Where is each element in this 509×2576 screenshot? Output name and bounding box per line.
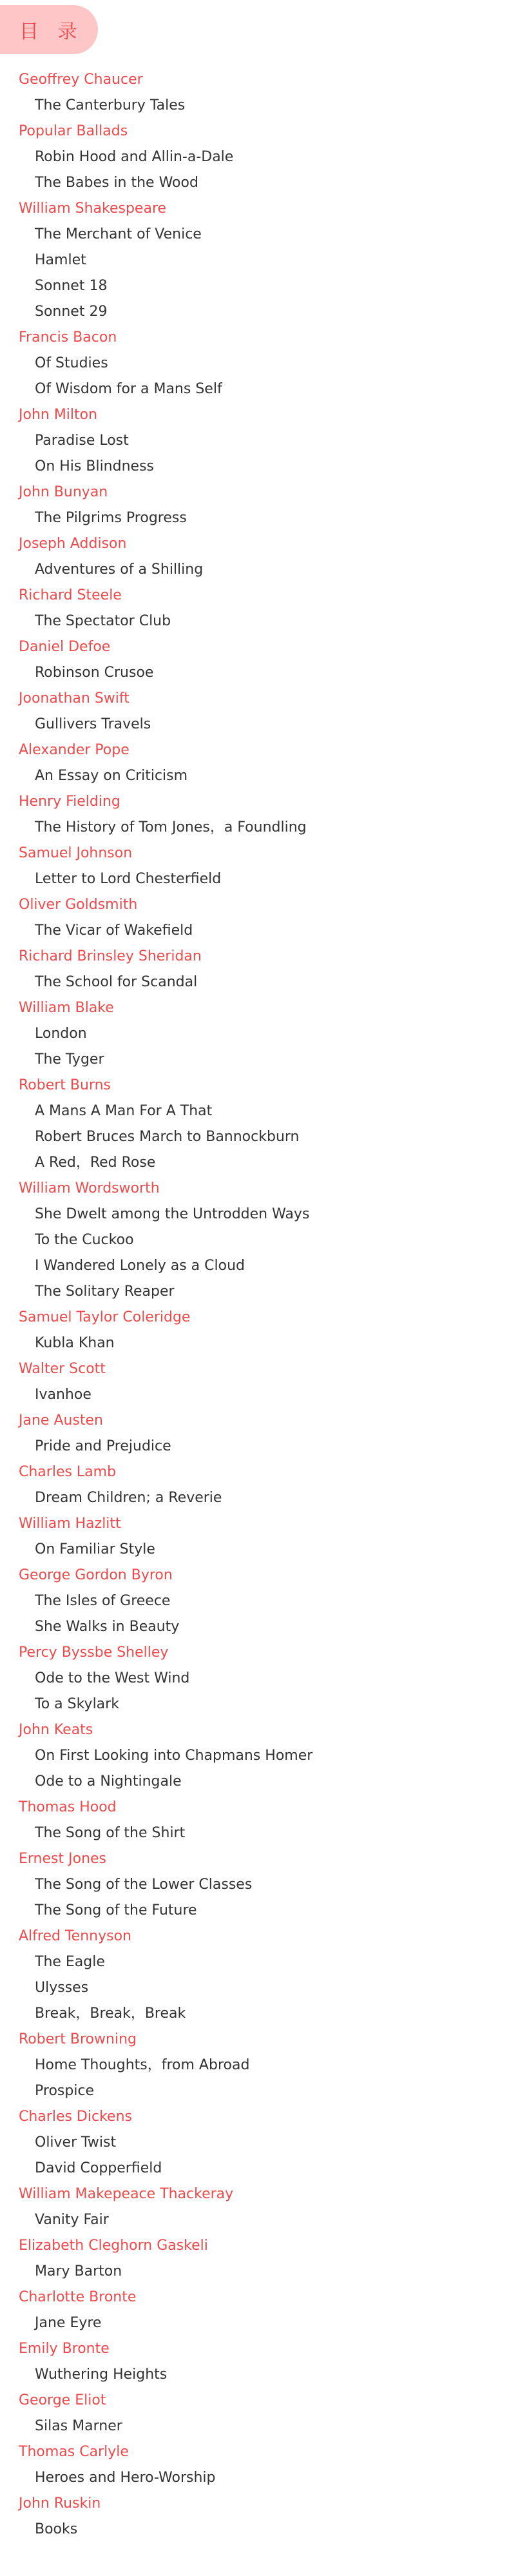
toc-author-link[interactable]: Geoffrey Chaucer bbox=[19, 72, 143, 88]
toc-work-link[interactable]: Break，Break，Break bbox=[35, 2005, 186, 2022]
toc-work-link[interactable]: Robert Bruces March to Bannockburn bbox=[35, 1129, 300, 1145]
toc-work-link[interactable]: The Tyger bbox=[35, 1051, 104, 1068]
toc-work-link[interactable]: The Canterbury Tales bbox=[35, 97, 186, 113]
toc-author-link[interactable]: John Milton bbox=[19, 407, 98, 423]
toc-work-link[interactable]: Jane Eyre bbox=[35, 2315, 102, 2331]
toc-author-link[interactable]: Joseph Addison bbox=[19, 536, 127, 552]
toc-work-link[interactable]: Sonnet 18 bbox=[35, 278, 108, 294]
toc-work-link[interactable]: The Spectator Club bbox=[35, 613, 171, 629]
toc-work-link[interactable]: The Isles of Greece bbox=[35, 1593, 171, 1609]
toc-work-link[interactable]: Vanity Fair bbox=[35, 2212, 109, 2228]
toc-work-link[interactable]: The Solitary Reaper bbox=[35, 1283, 175, 1300]
toc-work-link[interactable]: Of Wisdom for a Mans Self bbox=[35, 381, 222, 397]
toc-work-link[interactable]: London bbox=[35, 1026, 87, 1042]
toc-author-link[interactable]: Samuel Taylor Coleridge bbox=[19, 1309, 191, 1325]
toc-author-link[interactable]: Walter Scott bbox=[19, 1361, 106, 1377]
toc-work-link[interactable]: Heroes and Hero-Worship bbox=[35, 2470, 216, 2486]
toc-author-link[interactable]: William Makepeace Thackeray bbox=[19, 2186, 234, 2202]
toc-work-link[interactable]: The Merchant of Venice bbox=[35, 226, 202, 242]
toc-author-link[interactable]: Thomas Carlyle bbox=[19, 2444, 129, 2460]
toc-author-link[interactable]: Oliver Goldsmith bbox=[19, 897, 138, 913]
toc-list bbox=[0, 67, 509, 2542]
toc-work-link[interactable]: Ode to the West Wind bbox=[35, 1670, 190, 1686]
toc-author-link[interactable]: Elizabeth Cleghorn Gaskeli bbox=[19, 2238, 208, 2254]
toc-author-link[interactable]: William Blake bbox=[19, 1000, 114, 1016]
toc-author-link[interactable]: Percy Byssbe Shelley bbox=[19, 1644, 169, 1661]
toc-work-link[interactable]: The Vicar of Wakefield bbox=[35, 922, 193, 939]
toc-author-link[interactable]: George Eliot bbox=[19, 2392, 106, 2408]
toc-work-link[interactable]: Pride and Prejudice bbox=[35, 1438, 171, 1454]
toc-work-link[interactable]: An Essay on Criticism bbox=[35, 768, 188, 784]
toc-author-link[interactable]: Alfred Tennyson bbox=[19, 1928, 131, 1944]
toc-work-link[interactable]: Gullivers Travels bbox=[35, 716, 151, 732]
toc-header bbox=[0, 5, 98, 54]
toc-work-link[interactable]: Sonnet 29 bbox=[35, 304, 108, 320]
toc-author-link[interactable]: Popular Ballads bbox=[19, 123, 128, 139]
toc-author-link[interactable]: Samuel Johnson bbox=[19, 845, 133, 861]
toc-work-link[interactable]: David Copperfield bbox=[35, 2160, 162, 2176]
toc-work-link[interactable]: On His Blindness bbox=[35, 458, 154, 474]
toc-author-link[interactable]: William Wordsworth bbox=[19, 1180, 160, 1196]
toc-author-link[interactable]: Daniel Defoe bbox=[19, 639, 111, 655]
toc-work-link[interactable]: Hamlet bbox=[35, 252, 86, 268]
toc-author-link[interactable]: Robert Burns bbox=[19, 1077, 111, 1093]
toc-author-link[interactable]: Thomas Hood bbox=[19, 1799, 117, 1815]
toc-author-link[interactable]: John Keats bbox=[19, 1722, 93, 1738]
toc-author-link[interactable]: Emily Bronte bbox=[19, 2341, 110, 2357]
toc-author-link[interactable]: William Shakespeare bbox=[19, 200, 167, 217]
toc-author-link[interactable]: Charles Lamb bbox=[19, 1464, 117, 1480]
toc-work-link[interactable]: Of Studies bbox=[35, 355, 108, 371]
toc-work-link[interactable]: On Familiar Style bbox=[35, 1541, 155, 1557]
toc-work-link[interactable]: Letter to Lord Chesterfield bbox=[35, 871, 222, 887]
toc-work-link[interactable]: Silas Marner bbox=[35, 2418, 122, 2434]
toc-work-link[interactable]: Ode to a Nightingale bbox=[35, 1773, 182, 1790]
toc-work-link[interactable]: The Babes in the Wood bbox=[35, 175, 198, 191]
toc-work-link[interactable]: The Pilgrims Progress bbox=[35, 510, 187, 526]
toc-author-link[interactable]: George Gordon Byron bbox=[19, 1567, 173, 1583]
toc-author-link[interactable]: John Ruskin bbox=[19, 2495, 101, 2512]
toc-author-link[interactable]: Charlotte Bronte bbox=[19, 2289, 137, 2305]
toc-author-link[interactable]: Francis Bacon bbox=[19, 329, 117, 346]
toc-work-link[interactable]: Ulysses bbox=[35, 1980, 89, 1996]
toc-work-link[interactable]: A Red，Red Rose bbox=[35, 1155, 156, 1171]
toc-author-link[interactable]: William Hazlitt bbox=[19, 1516, 121, 1532]
toc-work-link[interactable]: The Song of the Lower Classes bbox=[35, 1877, 253, 1893]
toc-work-link[interactable]: I Wandered Lonely as a Cloud bbox=[35, 1258, 245, 1274]
toc-work-link[interactable]: The Eagle bbox=[35, 1954, 105, 1970]
toc-work-link[interactable]: Ivanhoe bbox=[35, 1387, 91, 1403]
toc-author-link[interactable]: Charles Dickens bbox=[19, 2109, 132, 2125]
toc-work-link[interactable]: The Song of the Future bbox=[35, 1902, 197, 1918]
toc-work-link[interactable]: Prospice bbox=[35, 2083, 95, 2099]
toc-work-link[interactable]: The History of Tom Jones，a Foundling bbox=[35, 819, 307, 835]
toc-work-link[interactable]: To a Skylark bbox=[35, 1696, 119, 1712]
toc-work-link[interactable]: Dream Children; a Reverie bbox=[35, 1490, 222, 1506]
toc-author-link[interactable]: Robert Browning bbox=[19, 2031, 137, 2047]
toc-work-link[interactable]: She Dwelt among the Untrodden Ways bbox=[35, 1206, 310, 1222]
toc-work-link[interactable]: Adventures of a Shilling bbox=[35, 561, 204, 578]
toc-work-link[interactable]: Robinson Crusoe bbox=[35, 665, 154, 681]
toc-work-link[interactable]: Paradise Lost bbox=[35, 433, 129, 449]
toc-work-link[interactable]: Robin Hood and Allin-a-Dale bbox=[35, 149, 234, 165]
toc-author-link[interactable]: Richard Steele bbox=[19, 587, 122, 603]
toc-work-link[interactable]: On First Looking into Chapmans Homer bbox=[35, 1748, 313, 1764]
toc-work-link[interactable]: Wuthering Heights bbox=[35, 2366, 168, 2383]
toc-work-link[interactable]: Oliver Twist bbox=[35, 2134, 117, 2151]
toc-work-link[interactable]: Kubla Khan bbox=[35, 1335, 115, 1351]
toc-work-link[interactable]: The School for Scandal bbox=[35, 974, 198, 990]
toc-author-link[interactable]: Richard Brinsley Sheridan bbox=[19, 948, 202, 964]
toc-title: 目 录 bbox=[19, 21, 84, 43]
toc-work-link[interactable]: She Walks in Beauty bbox=[35, 1619, 180, 1635]
toc-author-link[interactable]: John Bunyan bbox=[19, 484, 108, 500]
toc-work-link[interactable]: Mary Barton bbox=[35, 2263, 122, 2279]
toc-work-link[interactable]: To the Cuckoo bbox=[35, 1232, 134, 1248]
toc-author-link[interactable]: Joonathan Swift bbox=[19, 690, 130, 707]
toc-author-link[interactable]: Alexander Pope bbox=[19, 742, 130, 758]
toc-work-link[interactable]: Home Thoughts，from Abroad bbox=[35, 2057, 250, 2073]
toc-author-link[interactable]: Ernest Jones bbox=[19, 1851, 107, 1867]
toc-work-link[interactable]: The Song of the Shirt bbox=[35, 1825, 186, 1841]
toc-work-link[interactable]: A Mans A Man For A That bbox=[35, 1103, 213, 1119]
toc-work-link[interactable]: Books bbox=[35, 2521, 78, 2537]
toc-author-link[interactable]: Jane Austen bbox=[19, 1412, 104, 1429]
toc-author-link[interactable]: Henry Fielding bbox=[19, 794, 120, 810]
